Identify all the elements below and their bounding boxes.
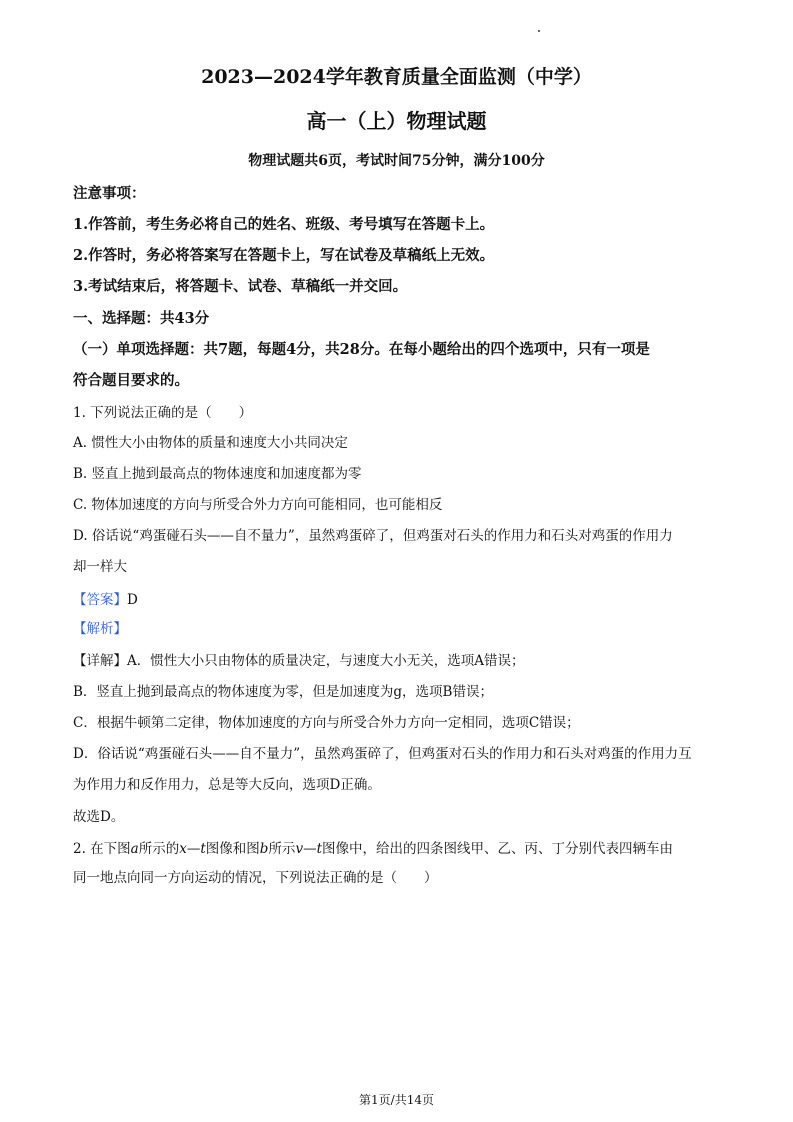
q2-fig-b: b: [259, 841, 269, 857]
q2-xt-label: x—t: [179, 841, 206, 857]
q1-option-b: B. 竖直上抛到最高点的物体速度和加速度都为零: [73, 466, 362, 482]
exam-subtitle: 高一（上）物理试题: [306, 109, 487, 133]
q1-option-d-line2: 却一样大: [73, 559, 127, 575]
q1-option-d-line1: D. 俗话说“鸡蛋碰石头——自不量力”，虽然鸡蛋碎了，但鸡蛋对石头的作用力和石头对鸡蛋的作用力: [73, 528, 673, 544]
part-heading-line1: （一）单项选择题：共7题，每题4分，共28分。在每小题给出的四个选项中，只有一项是: [73, 341, 650, 358]
notice-item-3: 3.考试结束后，将答题卡、试卷、草稿纸一并交回。: [73, 278, 408, 295]
part-heading-line2: 符合题目要求的。: [73, 372, 189, 389]
scan-dot: [538, 30, 540, 32]
exam-title: 2023—2024学年教育质量全面监测（中学）: [201, 66, 592, 88]
q2-fig-a: a: [130, 841, 139, 857]
detail-a-text: A．惯性大小只由物体的质量决定，与速度大小无关，选项A错误；: [127, 653, 525, 669]
q1-detail-d-line1: D．俗话说“鸡蛋碰石头——自不量力”，虽然鸡蛋碎了，但鸡蛋对石头的作用力和石头对鸡蛋的作用力互: [73, 746, 692, 762]
q2-text-5: 图像中，给出的四条图线甲、乙、丙、丁分别代表四辆车由: [322, 841, 673, 857]
answer-value: D: [127, 592, 138, 608]
q2-text-2: 所示的: [138, 841, 180, 857]
notice-item-1: 1.作答前，考生务必将自己的姓名、班级、考号填写在答题卡上。: [73, 216, 495, 233]
q1-option-a: A. 惯性大小由物体的质量和速度大小共同决定: [73, 435, 348, 451]
q1-conclusion: 故选D。: [73, 809, 125, 825]
q2-text-4: 所示: [268, 841, 296, 857]
q1-option-c: C. 物体加速度的方向与所受合外力方向可能相同，也可能相反: [73, 497, 443, 513]
q1-detail-c: C．根据牛顿第二定律，物体加速度的方向与所受合外力方向一定相同，选项C错误；: [73, 715, 580, 731]
q2-vt-label: v—t: [295, 841, 322, 857]
section-title: 一、选择题：共43分: [73, 310, 210, 327]
q1-detail-d-line2: 为作用力和反作用力，总是等大反向，选项D正确。: [73, 777, 381, 793]
q1-detail-b: B．竖直上抛到最高点的物体速度为零，但是加速度为g，选项B错误；: [73, 684, 493, 700]
notice-heading: 注意事项：: [73, 185, 146, 202]
q2-text-1: 2. 在下图: [73, 841, 131, 857]
q2-stem-line1: [73, 837, 673, 857]
analysis-tag: 【解析】: [73, 621, 127, 637]
notice-item-2: 2.作答时，务必将答案写在答题卡上，写在试卷及草稿纸上无效。: [73, 247, 495, 264]
q2-text-3: 图像和图: [205, 841, 260, 857]
exam-info: 物理试题共6页，考试时间75分钟，满分100分: [248, 153, 545, 169]
q2-stem-line2: 同一地点向同一方向运动的情况，下列说法正确的是（ ）: [73, 870, 438, 886]
page-footer: 第1页/共14页: [359, 1093, 434, 1107]
q1-answer: [73, 588, 138, 608]
q1-stem: 1. 下列说法正确的是（ ）: [73, 405, 253, 421]
q1-detail-a: [73, 649, 525, 669]
detail-tag: 【详解】: [73, 653, 127, 669]
answer-tag: 【答案】: [73, 592, 127, 608]
